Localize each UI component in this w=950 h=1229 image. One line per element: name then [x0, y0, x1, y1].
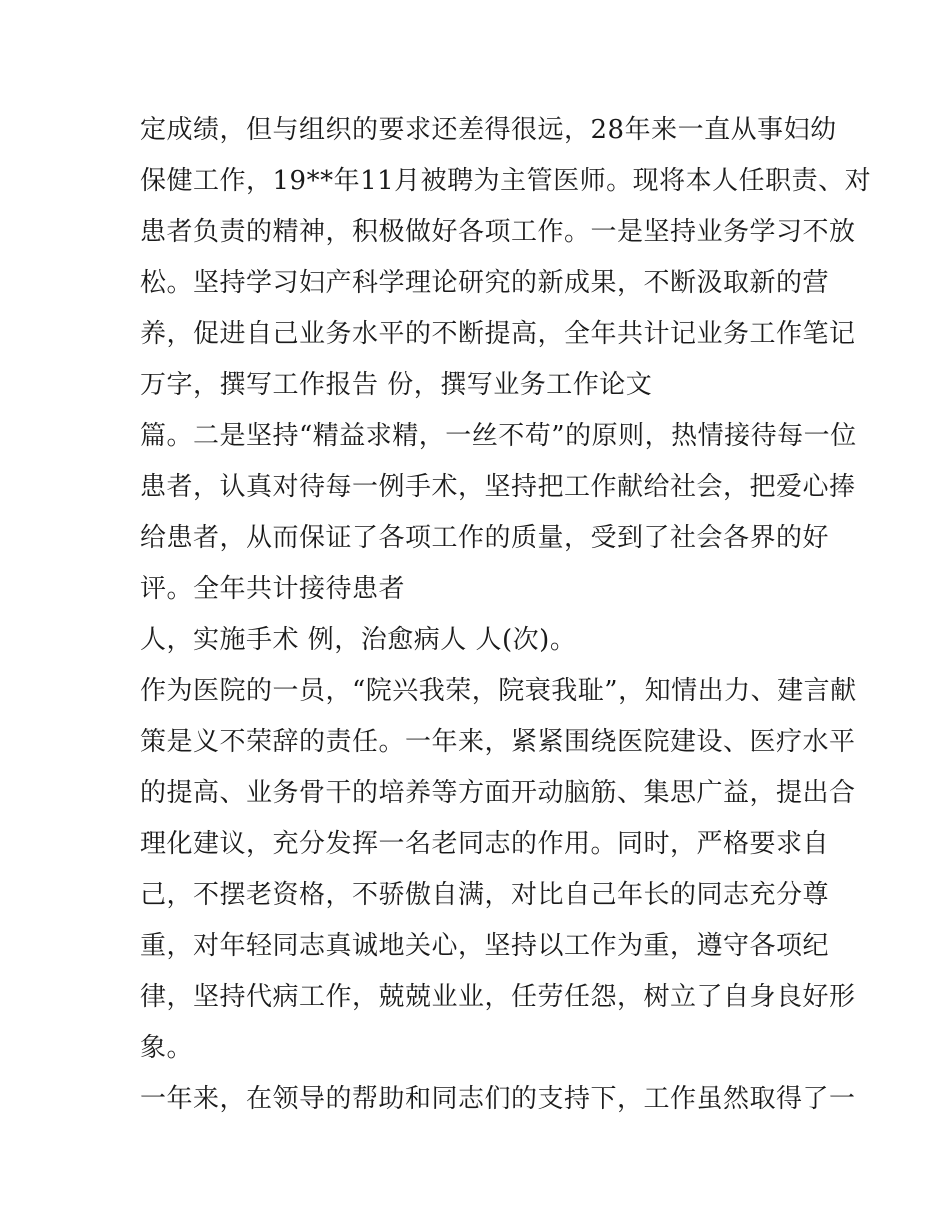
text-line: 万字，撰写工作报告 份，撰写业务工作论文 — [140, 370, 653, 400]
text-line: 象。 — [140, 1033, 194, 1063]
text-line: 作为医院的一员，“院兴我荣，院衰我耻”，知情出力、建言献 — [140, 676, 857, 706]
text-line: 保健工作，19**年11月被聘为主管医师。现将本人任职责、对 — [140, 166, 872, 196]
text-line: 律，坚持代病工作，兢兢业业，任劳任怨，树立了自身良好形 — [140, 982, 856, 1012]
text-line: 评。全年共计接待患者 — [140, 574, 406, 604]
text-line: 己，不摆老资格，不骄傲自满，对比自己年长的同志充分尊 — [140, 880, 830, 910]
text-line: 定成绩，但与组织的要求还差得很远，28年来一直从事妇幼 — [140, 115, 837, 145]
text-line: 的提高、业务骨干的培养等方面开动脑筋、集思广益，提出合 — [140, 778, 856, 808]
text-line: 给患者，从而保证了各项工作的质量，受到了社会各界的好 — [140, 523, 830, 553]
text-line: 重，对年轻同志真诚地关心，坚持以工作为重，遵守各项纪 — [140, 931, 830, 961]
text-line: 养，促进自己业务水平的不断提高，全年共计记业务工作笔记 — [140, 319, 856, 349]
text-line: 一年来，在领导的帮助和同志们的支持下，工作虽然取得了一 — [140, 1084, 856, 1114]
text-line: 患者，认真对待每一例手术，坚持把工作献给社会，把爱心捧 — [140, 472, 856, 502]
text-line: 理化建议，充分发挥一名老同志的作用。同时，严格要求自 — [140, 829, 830, 859]
text-line: 松。坚持学习妇产科学理论研究的新成果，不断汲取新的营 — [140, 268, 830, 298]
text-line: 策是义不荣辞的责任。一年来，紧紧围绕医院建设、医疗水平 — [140, 727, 856, 757]
text-line: 篇。二是坚持“精益求精，一丝不苟”的原则，热情接待每一位 — [140, 421, 857, 451]
text-line: 患者负责的精神，积极做好各项工作。一是坚持业务学习不放 — [140, 217, 856, 247]
text-line: 人，实施手术 例，治愈病人 人(次)。 — [140, 625, 577, 655]
